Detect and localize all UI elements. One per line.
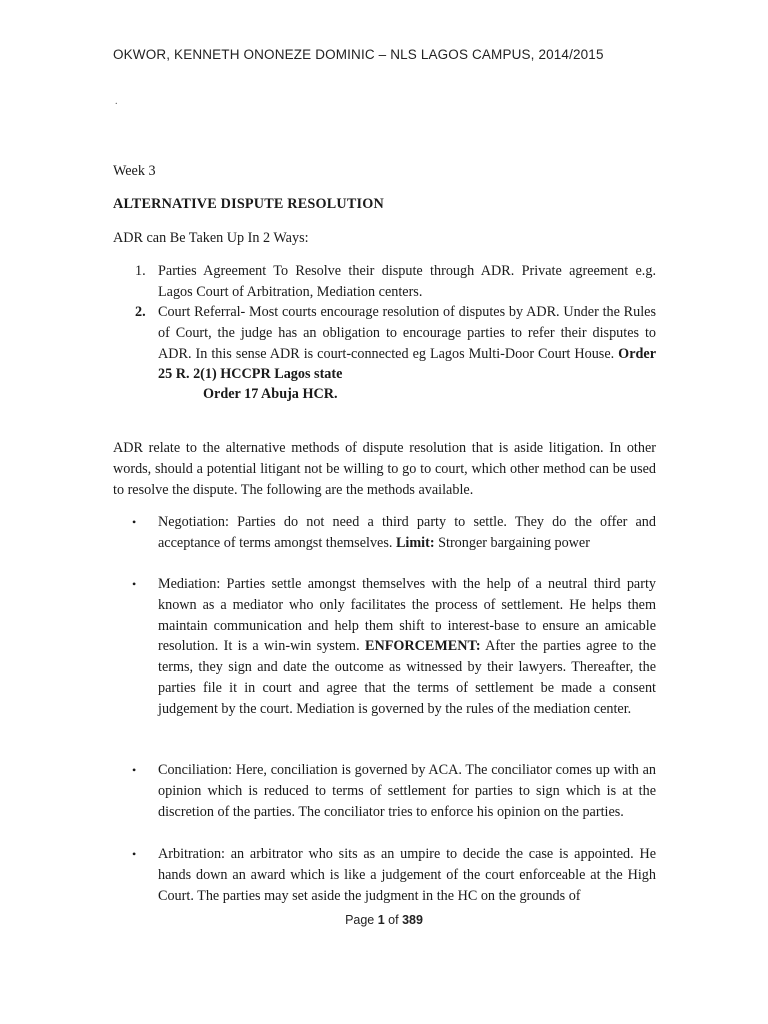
stray-dot: . <box>115 96 118 107</box>
bullet-icon: • <box>132 847 137 861</box>
bullet-negotiation <box>113 512 656 554</box>
page-footer <box>0 913 768 927</box>
bullet-body: Mediation: Parties settle amongst themselves with the help of a neutral third party known as a mediator who only facilitates the process of settlement. He helps them maintain communication and help them shift to interest-base to ensure an amicable resolution. It is a win-win system. <box>158 576 656 655</box>
page-header: OKWOR, KENNETH ONONEZE DOMINIC – NLS LAGOS CAMPUS, 2014/2015 <box>113 47 604 62</box>
bullet-bold-label: Limit: <box>395 534 435 551</box>
bullet-text <box>158 574 656 720</box>
order-reference-lagos: Order 25 R. 2(1) HCCPR Lagos state <box>158 345 656 383</box>
page-number: 1 <box>377 913 385 927</box>
bullet-body: Negotiation: Parties do not need a third party to settle. They do the offer and acceptance of terms amongst themselves. <box>158 514 656 551</box>
bullet-icon: • <box>132 577 137 591</box>
item-number: 2. <box>135 304 146 320</box>
numbered-item-2 <box>113 302 656 385</box>
bullet-icon: • <box>132 763 137 777</box>
numbered-item-1 <box>113 261 656 303</box>
bullet-body-after: Stronger bargaining power <box>434 534 590 551</box>
page-label: Page <box>345 913 378 927</box>
bullet-bold-label: ENFORCEMENT: <box>364 638 481 655</box>
bullet-conciliation <box>113 760 656 822</box>
ways-intro: ADR can Be Taken Up In 2 Ways: <box>113 230 309 246</box>
item-text: Court Referral- Most courts encourage resolution of disputes by ADR. Under the Rules of Court, the judge has an obligation to encourage parties to refer their disputes to ADR. In this sense ADR is court-connected eg Lagos Multi-Door Court House. <box>158 304 656 362</box>
item-text-container <box>158 302 656 385</box>
bullet-arbitration <box>113 844 656 906</box>
of-label: of <box>384 913 403 927</box>
item-text: Parties Agreement To Resolve their dispute through ADR. Private agreement e.g. Lagos Court of Arbitration, Mediation centers. <box>158 263 656 300</box>
item-number: 1. <box>135 263 146 279</box>
bullet-icon: • <box>132 515 137 529</box>
bullet-text <box>158 512 656 554</box>
bullet-text: Conciliation: Here, conciliation is governed by ACA. The conciliator comes up with an opinion which is reduced to terms of settlement for parties to sign which is at the discretion of the parties. The conciliator tries to enforce his opinion on the parties. <box>158 762 656 820</box>
order-reference-abuja: Order 17 Abuja HCR. <box>203 386 338 402</box>
total-pages: 389 <box>402 913 423 927</box>
bullet-body-after: After the parties agree to the terms, they sign and date the outcome as witnessed by their lawyers. Thereafter, the parties file it in court and agree that the terms of settlement be made a consent judgement by the court. Mediation is governed by the rules of the mediation center. <box>158 638 656 717</box>
adr-definition-paragraph: ADR relate to the alternative methods of dispute resolution that is aside litigation. In other words, should a potential litigant not be willing to go to court, which other method can be used to resolve the dispute. The following are the methods available. <box>113 440 656 498</box>
week-label: Week 3 <box>113 163 156 179</box>
bullet-text: Arbitration: an arbitrator who sits as an umpire to decide the case is appointed. He hands down an award which is like a judgement of the court enforceable at the High Court. The parties may set aside the judgment in the HC on the grounds of <box>158 846 656 904</box>
bullet-mediation <box>113 574 656 720</box>
section-title: ALTERNATIVE DISPUTE RESOLUTION <box>113 196 384 212</box>
